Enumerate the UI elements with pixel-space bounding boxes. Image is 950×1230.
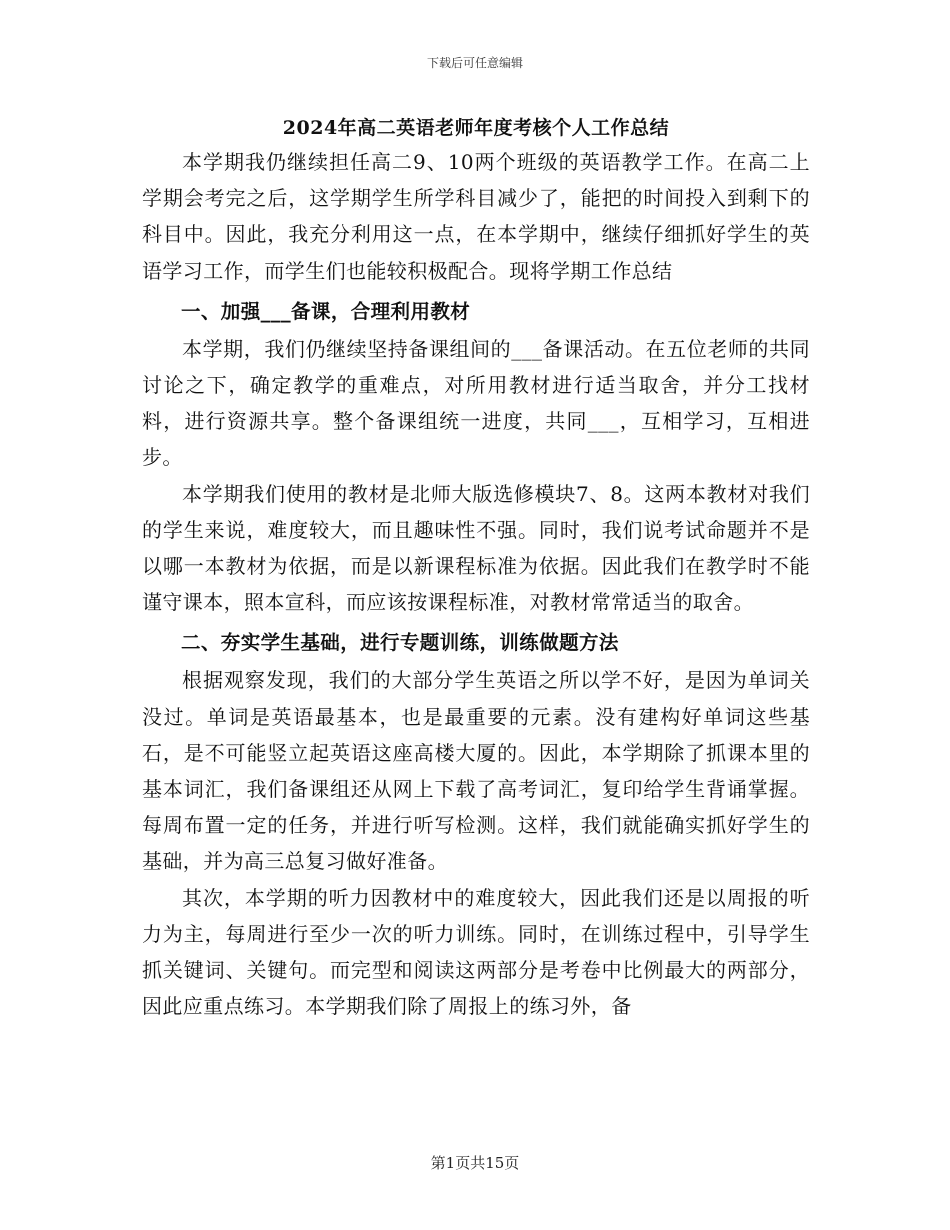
paragraph-lesson-prep: 本学期，我们仍继续坚持备课组间的___备课活动。在五位老师的共同讨论之下，确定教学的重难点，对所用教材进行适当取舍，并分工找材料，进行资源共享。整个备课组统一进度，共同___，互相学习，互相进步。 (142, 336, 810, 470)
section-heading-2: 二、夯实学生基础，进行专题训练，训练做题方法 (181, 631, 619, 655)
document-title: 2024年高二英语老师年度考核个人工作总结 (282, 117, 670, 139)
paragraph-listening: 其次，本学期的听力因教材中的难度较大，因此我们还是以周报的听力为主，每周进行至少一次的听力训练。同时，在训练过程中，引导学生抓关键词、关键句。而完型和阅读这两部分是考卷中比例最大的两部分，因此应重点练习。本学期我们除了周报上的练习外，备 (142, 885, 810, 1019)
paragraph-intro: 本学期我仍继续担任高二9、10两个班级的英语教学工作。在高二上学期会考完之后，这学期学生所学科目减少了，能把的时间投入到剩下的科目中。因此，我充分利用这一点，在本学期中，继续仔细抓好学生的英语学习工作，而学生们也能较积极配合。现将学期工作总结 (142, 150, 810, 283)
header-note: 下载后可任意编辑 (426, 56, 523, 70)
paragraph-textbook: 本学期我们使用的教材是北师大版选修模块7、8。这两本教材对我们的学生来说，难度较大，而且趣味性不强。同时，我们说考试命题并不是以哪一本教材为依据，而是以新课程标准为依据。因此我们在教学时不能谨守课本，照本宣科，而应该按课程标准，对教材常常适当的取舍。 (142, 481, 810, 615)
section-heading-1: 一、加强___备课，合理利用教材 (181, 299, 471, 323)
document-body (142, 112, 810, 1024)
paragraph-vocabulary: 根据观察发现，我们的大部分学生英语之所以学不好，是因为单词关没过。单词是英语最基本，也是最重要的元素。没有建构好单词这些基石，是不可能竖立起英语这座高楼大厦的。因此，本学期除了抓课本里的基本词汇，我们备课组还从网上下载了高考词汇，复印给学生背诵掌握。每周布置一定的任务，并进行听写检测。这样，我们就能确实抓好学生的基础，并为高三总复习做好准备。 (142, 668, 810, 874)
page-number-footer: 第1页共15页 (430, 1154, 520, 1172)
